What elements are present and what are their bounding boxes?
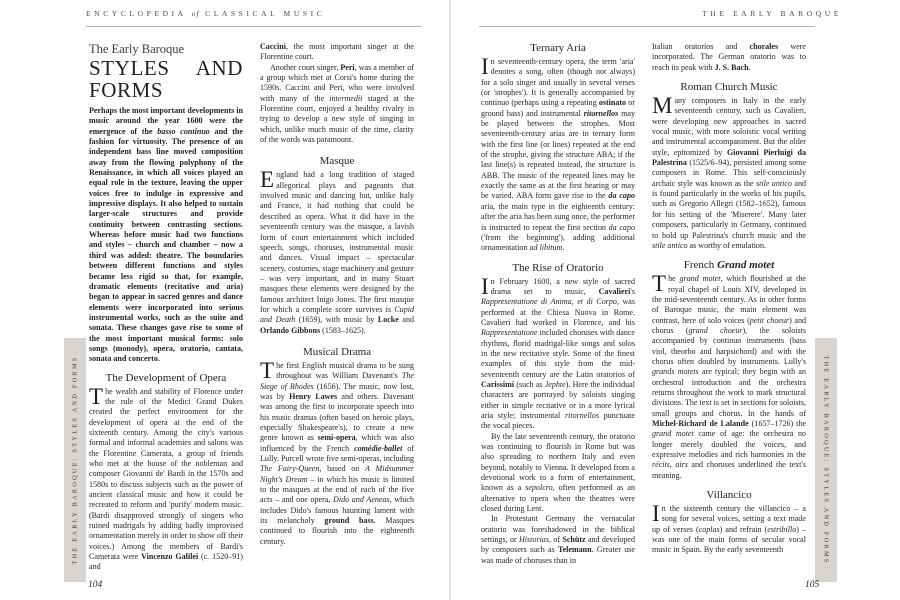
heading-roman-church: Roman Church Music — [680, 81, 778, 94]
page-number-right: 105 — [805, 580, 820, 590]
dropcap-oratorio: I — [481, 273, 489, 299]
rc-a: any composers in Italy in the early seventeenth century, such as Cavalieri, were developing new approaches in sacred vocal music, with more soloistic vocal writing and instrumental accompaniment. But the older style, epitomized by — [652, 96, 806, 157]
column-4 — [652, 42, 806, 556]
rc-term-stile-antico: stile antico — [755, 178, 792, 188]
masque-text-c: (1583–1625). — [320, 325, 366, 335]
masque-text-b: (1659), with music by — [295, 315, 378, 325]
or-term-ritornellos: ritornellos — [564, 411, 599, 420]
ta-f: . — [562, 243, 565, 253]
vi-term-coplas: coplas — [698, 524, 720, 534]
gm-term-grands-motets: grands motets — [652, 367, 699, 377]
opera-text: he wealth and stability of Florence under the rule of the Medici Grand Dukes created the perfect environment for the development of opera at the end of the sixteenth century. Among the city's various formal and informal academies and salons was the Florentine Camerata, a group of friends who met at the house of the nobleman and composer Giovanni de' Bardi in the 1570s and 1580s to discuss subjects such as the power of ancient classical music and how it could be recreated to reform and 'purify' modern music. (Bardi disapproved strongly of singers who ruined madrigals by adding badly improvised ornamentation merely in order to show off their voices.) Among the members of Bardi's Camerata were — [89, 386, 243, 562]
dropcap-masque: E — [260, 167, 275, 193]
md-c: and others. Davenant was among the first to incorporate speech into his music dramas (often based on heroic plays, especially Shakespeare's), to create a new genre known as — [260, 391, 414, 443]
or-term-chorales: chorales — [749, 42, 779, 51]
masque-name-locke: Locke — [377, 315, 399, 325]
gm-term-petit-choeur: petit choeur — [749, 315, 790, 325]
md-term-semi-opera: semi-opera — [317, 433, 356, 443]
masque-title: Cupid and Death — [260, 304, 414, 325]
opera-name-galilei: Vincenzo Galilei — [141, 552, 199, 562]
chapter-title: STYLES AND FORMS — [89, 56, 243, 102]
musical-drama-paragraph — [260, 357, 414, 547]
gm-term-grand-motet-2: grand motet — [652, 429, 694, 439]
heading-musical-drama: Musical Drama — [302, 345, 372, 358]
or-e: (such as — [514, 379, 545, 389]
rc-name-palestrina: Giovanni Pierluigi da Palestrina — [652, 147, 806, 168]
or-title-rappresentatione: Rappresentatione di Anima, et di Corpo — [481, 297, 617, 307]
or-name-carissimi: Carissimi — [481, 379, 515, 389]
or-p3-c: and developed by composers such as — [481, 535, 635, 555]
or-name-telemann: Telemann — [557, 545, 592, 555]
gm-name-lalande: Michel-Richard de Lalande — [652, 419, 749, 428]
villancico-paragraph — [652, 501, 807, 556]
rc-b: (1525/6–94), persisted among some composers in Rome. This self-consciously archaic style was known as the — [652, 158, 806, 188]
opera-paragraph-1-cont — [260, 42, 414, 63]
vi-c: ) – was one of the main forms of secular vocal music in Spain. By the early seventeenth — [652, 524, 807, 555]
intro-term: basso continuo — [157, 126, 210, 136]
vi-term-estribillo: estribillo — [767, 524, 797, 534]
or-g: punctuate the vocal pieces. — [481, 411, 635, 431]
opera-paragraph-1 — [89, 383, 243, 573]
md-b: (1656). The music, now lost, was by — [260, 381, 414, 401]
side-tab-right-label: THE EARLY BAROQUE: STYLES AND FORMS — [822, 355, 830, 565]
gm-heading-term: Grand motet — [717, 259, 775, 272]
gm-d: ), the soloists accompanied by continuo instruments (bass viol, theorbo and harpsichord) and with the chorus often doubled by instruments. Lully's — [652, 325, 806, 366]
oratorio-paragraph-3 — [481, 514, 635, 566]
heading-opera: The Development of Opera — [105, 371, 227, 384]
dropcap-musical-drama: T — [260, 357, 275, 383]
or-cont-b: were incorporated. The German oratorio was to reach its peak with — [652, 42, 807, 72]
or-term-historias: Historias — [519, 535, 549, 545]
ta-e: ('from the beginning'), adding additional ornamentation — [481, 232, 635, 253]
md-a: he first English musical drama to be sung throughout was William Davenant's — [276, 360, 414, 381]
or-p3-a: In Protestant Germany the vernacular oratorio was foreshadowed in the biblical settings, or — [481, 514, 635, 545]
ta-term-ad-libitum: ad libitum — [529, 243, 563, 253]
ta-d: aria, the main type in the eighteenth century: after the aria has been sung once, the performer is instructed to repeat the first section — [481, 201, 635, 232]
masque-name-gibbons: Orlando Gibbons — [260, 325, 321, 335]
side-tab-right — [815, 338, 837, 582]
oratorio-paragraph-3-cont — [652, 42, 806, 73]
masque-text-a: ngland had a long tradition of staged allegorical plays and pageants that involved music and dancing but, unlike Italy and France, it had nothing that could be described as opera. What it did have in the seventeenth century was the masque, a lavish form of court entertainment which included speech, songs, choruses, instrumental music and dances. Visual impact – spectacular scenery, costumes, stage machinery and gesture – was very important, and in many Stuart masques these elements were designed by the famous architect Inigo Jones. The first masque for which a complete score survives is — [260, 170, 414, 314]
gm-term-1: grand motet — [679, 274, 721, 284]
ternary-aria-paragraph — [481, 54, 635, 254]
gm-term-grand-choeur: grand choeur — [688, 325, 743, 335]
roman-church-paragraph — [652, 93, 806, 251]
gm-f: (1657–1726) the — [748, 419, 806, 428]
md-d: , which was also influenced by the French — [260, 433, 414, 453]
md-title-fairy-queen: The Fairy-Queen — [260, 464, 320, 474]
md-title-midsummer: A Midsummer Night's Dream — [260, 464, 414, 484]
md-name-lawes: Henry Lawes — [289, 391, 338, 401]
side-tab-left-label: THE EARLY BAROQUE: STYLES AND FORMS — [71, 355, 79, 565]
column-2 — [260, 42, 414, 547]
ta-term-ostinato: ostinato — [598, 98, 627, 108]
head-rule-right — [479, 26, 815, 27]
or-p3-b: , of — [548, 535, 563, 545]
gm-c: ) and chorus ( — [652, 315, 806, 335]
rc-c: and is found particularly in the works of his pupils, such as Gregorio Allegri (1582–1652), famous for his setting of the 'Miserere'. Many later composers, particularly in Germany, continued to hold up Palestrina's church music and the — [652, 178, 806, 240]
heading-villancico: Villancico — [706, 489, 752, 502]
ta-a: n seventeenth-century opera, the term 'aria' denotes a song, often (though not always) for a solo singer and usually in several verses (or 'strophes'). It is generally accompanied by continuo (perhaps using a repeating — [481, 57, 635, 108]
opera-paren: ( — [198, 552, 204, 562]
md-term-ground-bass: ground bass — [324, 516, 374, 526]
running-head-left-suffix: CLASSICAL MUSIC — [205, 9, 326, 18]
or-name-schutz: Schütz — [562, 535, 586, 545]
opera-paragraph-2 — [260, 63, 414, 146]
gm-heading-a: French — [683, 259, 718, 272]
ta-term-da-capo: da capo — [608, 191, 635, 201]
opera-term-intermedii: intermedii — [329, 93, 363, 103]
md-i: . Masques continued to flourish into the eighteenth century. — [260, 516, 414, 546]
or-a: n February 1600, a new style of sacred drama set to music, — [490, 276, 635, 296]
heading-ternary-aria: Ternary Aria — [530, 42, 586, 54]
heading-oratorio: The Rise of Oratorio — [512, 261, 604, 274]
vi-a: n the sixteenth century the villancico – a song for several voices, setting a text made up of verses ( — [652, 504, 806, 534]
md-title-siege: The Siege of Rhodes — [260, 371, 414, 391]
head-rule-left — [86, 26, 421, 27]
opera-name-caccini: Caccini — [260, 42, 286, 51]
intro-text-a: Perhaps the most important developments in music around the year 1600 were the emergence of the — [89, 106, 244, 136]
opera-circa: c. — [203, 552, 210, 562]
dropcap-ternary-aria: I — [481, 54, 489, 79]
oratorio-paragraph-2 — [481, 432, 635, 515]
opera-p2-c: staged at the Florentine court, enjoyed a healthy rivalry in trying to develop a new style of singing in which, unlike much music of the time, clarity of the words was paramount. — [260, 93, 415, 145]
or-d: included choruses with dance rhythms, florid madrigal-like songs and solos in the new recitative style. Some of the finest examples of this style from the mid-seventeenth century are the Latin oratorios of — [481, 328, 635, 379]
gm-b: , which flourished at the royal chapel of Louis XIV, developed in the mid-seventeenth century. As in other forms of Baroque music, the main element was contrast, here of solo voices ( — [652, 274, 806, 325]
dropcap-villancico: I — [652, 501, 660, 527]
gm-a: he — [668, 274, 680, 284]
ta-c: may be played between the strophes. Most seventeenth-century arias are in ternary form with the first line (or lines) repeated at the end of the strophe, giving the structure ABA; if the last line(s) is repeated instead, the structure is ABB. The music of the repeated lines may be exactly the same as at the first hearing or may be varied. ABA form gave rise to the — [481, 108, 635, 201]
dropcap-opera: T — [89, 383, 104, 409]
gm-e: are typical; they begin with an orchestral introduction and the orchestra returns throughout the work to mark structural divisions. The text is set in sections for soloists, small groups and chorus. In the hands of — [652, 367, 806, 418]
column-1 — [89, 42, 243, 573]
dropcap-grand-motet: T — [652, 271, 667, 297]
running-head-left — [86, 9, 325, 18]
oratorio-paragraph-1 — [481, 273, 636, 432]
grand-motet-paragraph — [652, 271, 807, 481]
or-p2: By the late seventeenth century, the oratorio was continuing to flourish in Rome but was also spreading to northern Italy and even beyond, notably to Vienna. It developed from a devotional work to a form of entertainment, known as a — [481, 431, 635, 493]
chapter-kicker: The Early Baroque — [89, 42, 185, 56]
or-title-rappresentatione-2: Rappresentatione — [481, 328, 538, 338]
ta-term-ritornellos: ritornellos — [583, 108, 619, 118]
or-c: , was performed at the Chiesa Nuova in Rome. Cavalieri had worked in Florence, and his — [481, 297, 636, 327]
opera-p2-b: , was a member of a group which met at Corsi's home during the 1590s. Caccini and Peri, who were involved with many of the — [260, 62, 414, 103]
heading-grand-motet — [652, 259, 806, 272]
page-number-left: 104 — [88, 580, 103, 590]
or-b: 's — [630, 286, 635, 296]
or-cont-c: . — [748, 62, 751, 72]
heading-masque: Masque — [319, 155, 355, 168]
running-head-left-prefix: ENCYCLOPEDIA — [86, 9, 187, 18]
opera-text-end: 1520–91) and — [89, 552, 243, 572]
running-head-right: THE EARLY BAROQUE — [702, 9, 842, 18]
masque-paragraph — [260, 167, 414, 336]
or-name-cavalieri: Cavalieri — [598, 286, 631, 296]
md-term-comedie-ballet: comédie-ballet — [354, 443, 403, 453]
or-term-sepolcro: sepolcro — [525, 483, 553, 493]
gm-term-recits-airs: récits, airs — [652, 460, 688, 470]
md-title-dido: Dido and Aeneas — [333, 495, 390, 505]
opera-name-peri: Peri — [340, 62, 355, 72]
md-e: of Lully. Purcell wrote five semi-operas, including — [260, 443, 414, 464]
gm-g: came of age: the orchestra no longer merely doubled the voices, and expressive melodies and rich harmonies in the — [652, 429, 807, 460]
intro-text-b: and the fashion for virtuosity. The presence of an independent bass line moved composition away from the flowing polyphony of the Renaissance, in which all voices played an equal role in the texture, leaving the upper voices free to indulge in expressive and impressive displays. It also helped to sustain larger-scale structures and provide continuity between contrasting sections. Whereas before music had two functions and styles – church and chamber – now a third was added: theatre. The boundaries between different functions and styles became less rigid so that, for example, dramatic elements (recitative and aria) began to appear in sacred genres and dance elements were incorporated into serious instrumental works, such as the suite and sonata. These changes gave rise to some of the most important musical forms: solo songs (monody), opera, oratorio, cantata, sonata and concerto. — [89, 126, 243, 364]
opera-text-cont: , the most important singer at the Florentine court. — [260, 42, 414, 62]
md-f: , based on — [319, 464, 366, 474]
or-name-bach: J. S. Bach — [714, 62, 749, 72]
chapter-intro — [89, 106, 243, 365]
md-g: – in which his music is limited to the masques at the end of each of the five acts – and one opera, — [260, 474, 414, 505]
running-head-left-of: of — [191, 9, 200, 18]
or-p2-b: , often performed as an alternative to opera when the theatres were closed during Lent. — [481, 483, 636, 514]
ta-b: or ground bass) and instrumental — [481, 98, 635, 118]
md-h: , which includes Dido's famous haunting lament with its melancholy — [260, 495, 414, 526]
or-cont-a: Italian oratorios and — [652, 42, 750, 51]
column-3 — [481, 42, 635, 566]
opera-p2-a: Another court singer, — [270, 62, 341, 72]
or-f: ). Here the individual characters are portrayed by soloists singing either in simple recitative or in a more lyrical aria style; instrumental — [481, 379, 635, 420]
ta-term-da-capo-2: da capo — [608, 222, 635, 232]
or-p3-d: . Greater use was made of choruses than in — [481, 545, 635, 565]
rc-term-stile-antico-2: stile antico — [652, 240, 688, 250]
vi-b: ) and refrain ( — [719, 524, 768, 534]
gm-h: and choruses underlined the text's meaning. — [652, 460, 806, 480]
dropcap-roman-church: M — [652, 93, 673, 119]
or-title-jephte: Jephte — [544, 379, 566, 389]
rc-d: as worthy of emulation. — [687, 240, 766, 250]
side-tab-left — [64, 338, 86, 582]
masque-and: and — [398, 315, 414, 325]
